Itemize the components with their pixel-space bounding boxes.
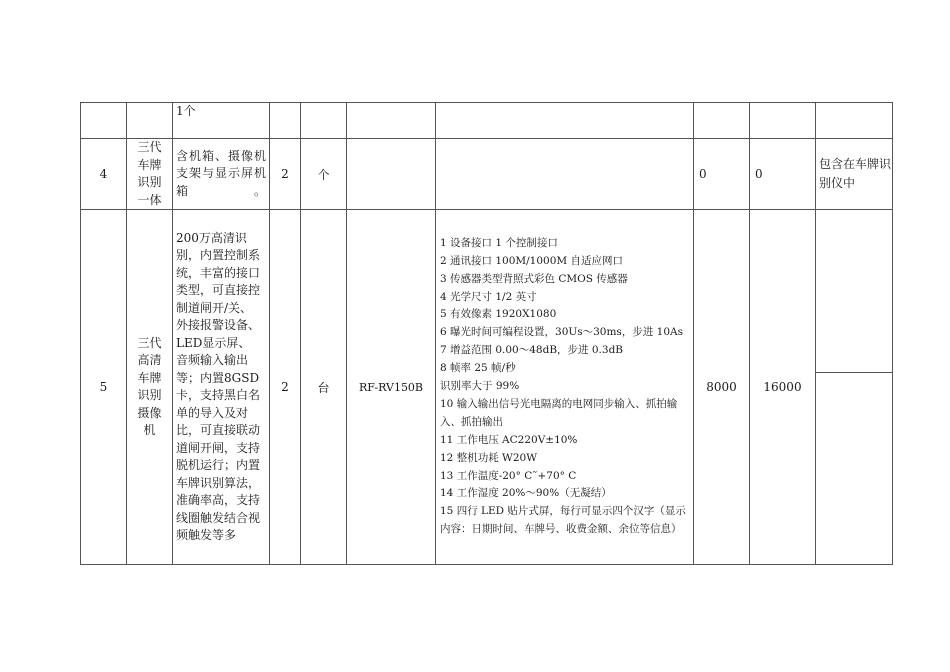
table-row (81, 139, 893, 210)
description-cell (173, 103, 270, 139)
model-cell (347, 139, 436, 210)
param-line: 15 四行 LED 贴片式屏，每行可显示四个汉字（显示内容：日期时间、车牌号、收费金额、余位等信息） (440, 505, 686, 536)
remark-text: 包含在车牌识别仪中 (819, 157, 892, 190)
param-line: 识别率大于 99% (440, 380, 520, 393)
total-cell: 0 (750, 139, 816, 210)
description-text: 含机箱、摄像机支架与显示屏机箱。 (176, 148, 266, 198)
description-text: 1个 (176, 104, 196, 118)
item-name: 三代高清车牌识别摄像机 (137, 335, 162, 437)
description-cell (173, 139, 270, 210)
total-cell (750, 103, 816, 139)
remark-cell (816, 103, 893, 139)
index-cell (81, 103, 127, 139)
description-cell (173, 210, 270, 565)
unit-cell: 个 (301, 139, 347, 210)
equipment-table (80, 102, 893, 565)
unit-price-cell (694, 103, 750, 139)
quantity-cell (270, 103, 301, 139)
model-cell (347, 103, 436, 139)
description-text: 200万高清识别，内置控制系统，丰富的接口类型，可直接控制道闸开/关、外接报警设备、LED显示屏、音频输入输出等；内置8GSD卡，支持黑白名单的导入及对比，可直接联动道闸开闸，支持脱机运行；内置车牌识别算法，准确率高，支持线圈触发结合视频触发等多 (176, 230, 261, 542)
remark-cell (816, 139, 893, 210)
name-cell (127, 139, 173, 210)
unit-price-cell: 0 (694, 139, 750, 210)
index-cell: 5 (81, 210, 127, 565)
param-line: 7 增益范围 0.00～48dB，步进 0.3dB (440, 344, 624, 357)
param-line: 1 设备接口 1 个控制接口 (440, 236, 558, 249)
params-cell (436, 210, 694, 565)
unit-price-cell: 8000 (694, 210, 750, 565)
param-line: 2 通讯接口 100M/1000M 自适应网口 (440, 254, 623, 267)
param-line: 8 帧率 25 帧/秒 (440, 362, 516, 375)
params-cell (436, 139, 694, 210)
param-line: 4 光学尺寸 1/2 英寸 (440, 290, 537, 303)
param-line: 11 工作电压 AC220V±10% (440, 433, 578, 446)
param-line: 14 工作湿度 20%～90%（无凝结） (440, 487, 612, 500)
name-cell (127, 210, 173, 565)
param-line: 6 曝光时间可编程设置，30Us～30ms，步进 10As (440, 326, 683, 339)
param-line: 3 传感器类型背照式彩色 CMOS 传感器 (440, 272, 628, 285)
name-cell (127, 103, 173, 139)
table-row (81, 210, 893, 373)
total-cell: 16000 (750, 210, 816, 565)
param-line: 10 输入输出信号光电隔离的电网同步输入、抓拍输入、抓拍输出 (440, 397, 678, 428)
model-cell: RF-RV150B (347, 210, 436, 565)
remark-cell (816, 210, 893, 373)
param-line: 12 整机功耗 W20W (440, 451, 537, 464)
unit-cell: 台 (301, 210, 347, 565)
param-line: 5 有效像素 1920X1080 (440, 308, 557, 321)
item-name: 三代车牌识别一体 (137, 140, 162, 207)
unit-cell (301, 103, 347, 139)
remark-cell (816, 373, 893, 565)
param-line: 13 工作温度-20° C˜+70° C (440, 469, 577, 482)
params-cell (436, 103, 694, 139)
table-row (81, 103, 893, 139)
index-cell: 4 (81, 139, 127, 210)
quantity-cell: 2 (270, 139, 301, 210)
quantity-cell: 2 (270, 210, 301, 565)
